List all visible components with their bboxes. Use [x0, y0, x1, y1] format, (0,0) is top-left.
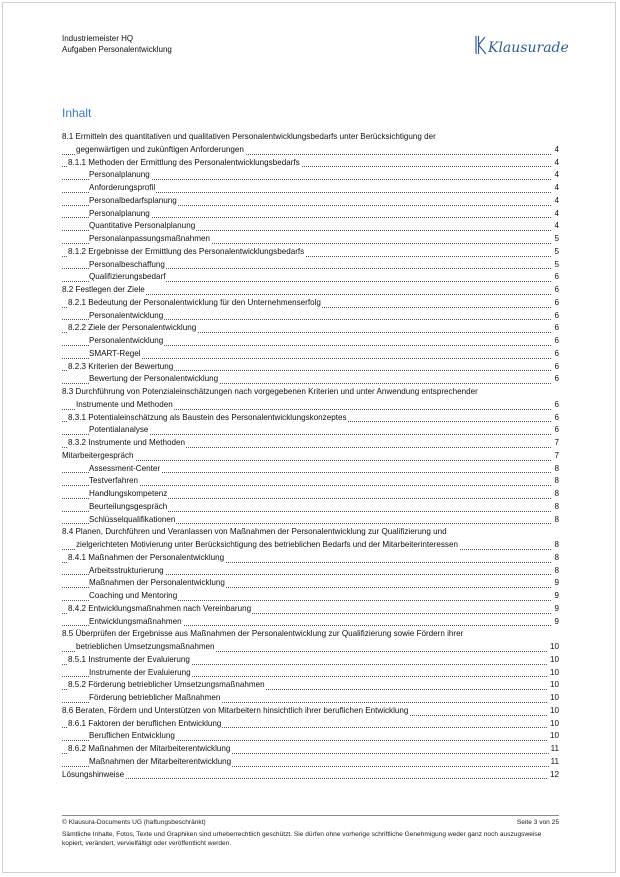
toc-entry-text: Beruflichen Entwicklung [89, 730, 176, 743]
toc-entry[interactable] [62, 718, 559, 731]
toc-entry-text: 8.6 Beraten, Fördern und Unterstützen von Mitarbeitern hinsichtlich ihrer beruflichen Entwicklung [62, 705, 409, 718]
toc-entry-text: Maßnahmen der Personalentwicklung [89, 577, 226, 590]
toc-entry[interactable] [62, 157, 559, 170]
toc-entry-page: 5 [552, 259, 559, 272]
toc-entry-text: Personalentwicklung [89, 335, 164, 348]
toc-entry-text: Qualifizierungsbedarf [89, 271, 166, 284]
toc-entry-text: betrieblichen Umsetzungsmaßnahmen [76, 641, 216, 654]
toc-entry-page: 8 [552, 488, 559, 501]
toc-entry-text: Arbeitsstrukturierung [89, 565, 165, 578]
toc-entry-text: Entwicklungsmaßnahmen [89, 616, 183, 629]
logo-wordmark: Klausurade [488, 40, 569, 56]
toc-entry-text: Personalanpassungsmaßnahmen [89, 233, 211, 246]
toc-entry[interactable] [62, 412, 559, 425]
toc-entry[interactable] [62, 730, 559, 743]
toc-entry[interactable] [62, 233, 559, 246]
toc-entry-text: Anforderungsprofil [89, 182, 156, 195]
toc-entry-page: 10 [548, 718, 559, 731]
toc-entry-page: 10 [548, 679, 559, 692]
toc-entry[interactable] [62, 705, 559, 718]
toc-entry-text: Personalbedarfsplanung [89, 195, 178, 208]
toc-entry-text: 8.4 Planen, Durchführen und Veranlassen von Maßnahmen der Personalentwicklung zur Qualifizierung und [62, 526, 448, 539]
toc-entry[interactable] [62, 769, 559, 782]
toc-entry-page: 6 [552, 424, 559, 437]
toc-entry-page: 6 [552, 361, 559, 374]
toc-entry-page: 6 [552, 284, 559, 297]
toc-entry-text: Quantitative Personalplanung [89, 220, 196, 233]
toc-entry-page: 11 [549, 743, 559, 756]
toc-entry-text: 8.3.1 Potentialeinschätzung als Baustein des Personalentwicklungskonzeptes [68, 412, 348, 425]
toc-entry-page: 10 [548, 705, 559, 718]
toc-entry-page: 6 [552, 373, 559, 386]
toc-entry-text: Lösungshinweise [62, 769, 125, 782]
toc-entry-text: 8.4.1 Maßnahmen der Personalentwicklung [68, 552, 225, 565]
toc-entry-text: 8.2.2 Ziele der Personalentwicklung [68, 322, 197, 335]
toc-entry-text: 8.5.1 Instrumente der Evaluierung [68, 654, 191, 667]
toc-entry-page: 9 [552, 603, 559, 616]
toc-entry-page: 7 [552, 450, 559, 463]
toc-entry-page: 8 [552, 501, 559, 514]
toc-entry-page: 6 [552, 322, 559, 335]
header-course: Industriemeister HQ [62, 34, 134, 43]
toc-entry-text: 8.6.1 Faktoren der beruflichen Entwicklung [68, 718, 222, 731]
toc-entry[interactable] [62, 743, 559, 756]
toc-entry-text: 8.2 Festlegen der Ziele [62, 284, 146, 297]
toc-entry-page: 4 [552, 220, 559, 233]
toc-entry-page: 6 [552, 297, 559, 310]
toc-entry[interactable] [62, 169, 559, 182]
toc-entry-text: Personalbeschaffung [89, 259, 166, 272]
toc-entry[interactable] [62, 450, 559, 463]
toc-heading: Inhalt [62, 106, 92, 120]
table-of-contents [62, 131, 559, 781]
toc-entry[interactable] [62, 297, 559, 310]
toc-entry-page: 4 [552, 208, 559, 221]
toc-entry[interactable] [62, 310, 559, 323]
toc-entry-page: 8 [552, 539, 559, 552]
toc-entry[interactable] [62, 526, 559, 539]
toc-entry-page: 8 [552, 514, 559, 527]
toc-entry-page: 6 [552, 399, 559, 412]
toc-entry[interactable] [62, 641, 559, 654]
toc-entry-page: 8 [552, 475, 559, 488]
toc-entry[interactable] [62, 424, 559, 437]
toc-entry-text: 8.2.3 Kriterien der Bewertung [68, 361, 174, 374]
toc-entry-page: 7 [552, 437, 559, 450]
toc-entry-text: Beurteilungsgespräch [89, 501, 168, 514]
toc-entry[interactable] [62, 208, 559, 221]
toc-entry-text: Assessment-Center [89, 463, 161, 476]
toc-entry[interactable] [62, 501, 559, 514]
toc-entry[interactable] [62, 335, 559, 348]
toc-entry-text: Schlüsselqualifikationen [89, 514, 176, 527]
toc-entry-text: Instrumente und Methoden [76, 399, 174, 412]
klausurade-logo [474, 32, 574, 58]
toc-entry-text: Personalplanung [89, 169, 151, 182]
toc-entry[interactable] [62, 475, 559, 488]
toc-entry[interactable] [62, 616, 559, 629]
toc-entry-text: Potentialanalyse [89, 424, 149, 437]
toc-entry[interactable] [62, 284, 559, 297]
toc-entry[interactable] [62, 373, 559, 386]
toc-entry-page: 4 [552, 182, 559, 195]
toc-entry-text: Mitarbeitergespräch [62, 450, 135, 463]
toc-entry[interactable] [62, 259, 559, 272]
footer-copyright: © Klausura-Documents UG (haftungsbeschränkt) [62, 819, 206, 826]
toc-entry-page: 8 [552, 565, 559, 578]
toc-entry[interactable] [62, 667, 559, 680]
toc-entry-page: 10 [548, 692, 559, 705]
toc-entry[interactable] [62, 144, 559, 157]
toc-entry-text: Bewertung der Personalentwicklung [89, 373, 219, 386]
toc-entry[interactable] [62, 463, 559, 476]
page-footer [62, 818, 559, 849]
toc-entry[interactable] [62, 195, 559, 208]
toc-entry-page: 10 [548, 641, 559, 654]
toc-entry-text: Personalentwicklung [89, 310, 164, 323]
toc-entry[interactable] [62, 539, 559, 552]
toc-entry-page: 6 [552, 335, 559, 348]
toc-entry-text: Handlungskompetenz [89, 488, 168, 501]
toc-entry-page: 5 [552, 246, 559, 259]
toc-entry-page: 8 [552, 463, 559, 476]
toc-entry-page: 4 [552, 195, 559, 208]
toc-entry-page: 11 [549, 756, 559, 769]
toc-entry[interactable] [62, 399, 559, 412]
toc-entry-text: SMART-Regel [89, 348, 142, 361]
toc-entry-page: 9 [552, 616, 559, 629]
footer-page-number: Seite 3 von 25 [516, 819, 559, 826]
toc-entry-page: 10 [548, 654, 559, 667]
toc-entry-text: Testverfahren [89, 475, 139, 488]
toc-entry-page: 4 [552, 169, 559, 182]
toc-entry-text: Coaching und Mentoring [89, 590, 178, 603]
toc-entry-page: 9 [552, 590, 559, 603]
toc-entry[interactable] [62, 565, 559, 578]
toc-entry-text: 8.2.1 Bedeutung der Personalentwicklung für den Unternehmenserfolg [68, 297, 322, 310]
toc-entry-page: 10 [548, 730, 559, 743]
toc-entry-text: gegenwärtigen und zukünftigen Anforderungen [76, 144, 245, 157]
toc-entry[interactable] [62, 679, 559, 692]
toc-entry-page: 6 [552, 271, 559, 284]
toc-entry-page: 6 [552, 412, 559, 425]
toc-leader-dots [62, 460, 559, 461]
toc-entry[interactable] [62, 488, 559, 501]
toc-entry-page: 12 [548, 769, 559, 782]
toc-entry[interactable] [62, 271, 559, 284]
toc-entry-text: 8.1 Ermitteln des quantitativen und qualitativen Personalentwicklungsbedarfs unter Berücksichtigung der [62, 131, 437, 144]
toc-entry-text: 8.6.2 Maßnahmen der Mitarbeiterentwicklung [68, 743, 231, 756]
toc-entry[interactable] [62, 131, 559, 144]
toc-entry-text: Förderung betrieblicher Maßnahmen [89, 692, 221, 705]
toc-entry[interactable] [62, 348, 559, 361]
toc-leader-dots [62, 778, 559, 779]
toc-entry-text: 8.3 Durchführung von Potenzialeinschätzungen nach vorgegebenen Kriterien und unter Anwendung entsprechender [62, 386, 479, 399]
page-header [62, 34, 172, 55]
toc-entry-text: 8.5 Überprüfen der Ergebnisse aus Maßnahmen der Personalentwicklung zur Qualifizierung sowie Fördern ihrer [62, 628, 464, 641]
toc-entry-text: Instrumente der Evaluierung [89, 667, 192, 680]
toc-entry[interactable] [62, 322, 559, 335]
toc-entry[interactable] [62, 220, 559, 233]
header-subject: Aufgaben Personalentwicklung [62, 44, 172, 54]
toc-entry[interactable] [62, 577, 559, 590]
toc-entry-text: 8.1.1 Methoden der Ermittlung des Personalentwicklungsbedarfs [68, 157, 301, 170]
toc-entry-page: 4 [552, 144, 559, 157]
toc-entry[interactable] [62, 246, 559, 259]
toc-entry[interactable] [62, 756, 559, 769]
toc-entry-text: 8.4.2 Entwicklungsmaßnahmen nach Vereinbarung [68, 603, 252, 616]
toc-entry-text: zielgerichteten Motivierung unter Berücksichtigung des betrieblichen Bedarfs und der Mitarbeiterinteressen [76, 539, 459, 552]
toc-entry-page: 8 [552, 552, 559, 565]
toc-entry-page: 5 [552, 233, 559, 246]
toc-entry[interactable] [62, 628, 559, 641]
footer-notice: Sämtliche Inhalte, Fotos, Texte und Graphiken sind urheberrechtlich geschützt. Sie dürfen ohne vorherige schriftliche Genehmigung weder ganz noch auszugsweise kopiert, verändert, vervielfältigt oder veröffentlicht werden. [62, 831, 542, 848]
toc-entry-text: Maßnahmen der Mitarbeiterentwicklung [89, 756, 232, 769]
toc-entry[interactable] [62, 182, 559, 195]
toc-entry-text: 8.5.2 Förderung betrieblicher Umsetzungsmaßnahmen [68, 679, 266, 692]
toc-entry-text: Personalplanung [89, 208, 151, 221]
toc-entry-page: 6 [552, 310, 559, 323]
toc-entry[interactable] [62, 603, 559, 616]
toc-entry-page: 4 [552, 157, 559, 170]
toc-entry-text: 8.1.2 Ergebnisse der Ermittlung des Personalentwicklungsbedarfs [68, 246, 305, 259]
toc-entry[interactable] [62, 590, 559, 603]
toc-entry-page: 6 [552, 348, 559, 361]
toc-entry[interactable] [62, 654, 559, 667]
toc-entry-page: 9 [552, 577, 559, 590]
toc-entry[interactable] [62, 361, 559, 374]
toc-entry[interactable] [62, 692, 559, 705]
toc-entry-text: 8.3.2 Instrumente und Methoden [68, 437, 186, 450]
footer-divider [62, 815, 559, 816]
toc-entry[interactable] [62, 386, 559, 399]
toc-entry[interactable] [62, 514, 559, 527]
toc-entry[interactable] [62, 552, 559, 565]
toc-entry-page: 10 [548, 667, 559, 680]
toc-entry[interactable] [62, 437, 559, 450]
